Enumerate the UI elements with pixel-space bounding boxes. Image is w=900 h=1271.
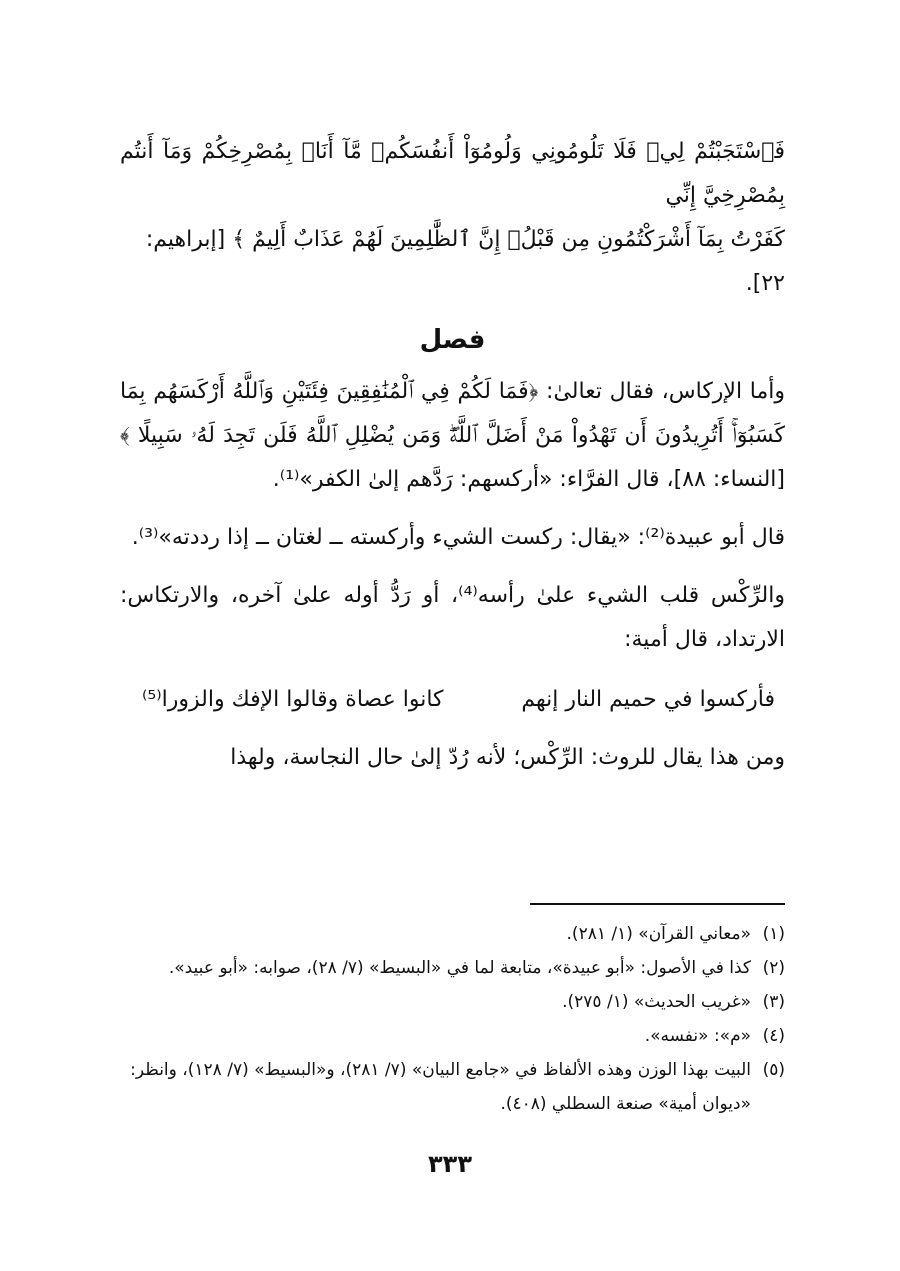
quran-verse-line: فَٱسْتَجَبْتُمْ لِيۖ فَلَا تَلُومُونِي وَلُومُوٓاْ أَنفُسَكُمۖ مَّآ أَنَا۠ بِمُصْرِخِكُمْ وَمَآ أَنتُم بِمُصْرِخِيَّ إِنِّي [120, 139, 785, 208]
footnote-number: (٢) [762, 958, 785, 978]
footnote-number: (٣) [762, 992, 785, 1012]
footnote-number: (١) [762, 924, 785, 944]
poem-first-hemistich: فأركسوا في حميم النار إنهم [521, 687, 775, 712]
quran-verse-line: كَفَرْتُ بِمَآ أَشْرَكْتُمُونِ مِن قَبْلُۗ إِنَّ ٱلظَّٰلِمِينَ لَهُمْ عَذَابٌ أَلِيمٌ ﴾ [إبراهيم: [145, 227, 785, 252]
footnote-text: البيت بهذا الوزن وهذه الألفاظ في «جامع البيان» (٧/ ٢٨١)، و«البسيط» (٧/ ١٢٨)، وانظر: «ديوان أمية» صنعة السطلي (٤٠٨). [130, 1060, 751, 1114]
page-number: ٣٣٣ [428, 1150, 472, 1178]
footnote-number: (٤) [762, 1026, 785, 1046]
footnote-text: كذا في الأصول: «أبو عبيدة»، متابعة لما في «البسيط» (٧/ ٢٨)، صوابه: «أبو عبيد». [168, 958, 751, 978]
footnote [120, 1019, 785, 1053]
footnote [120, 985, 785, 1019]
poem-verse [120, 678, 785, 722]
verse-reference-end: ٢٢]. [745, 271, 785, 296]
paragraph-rawth: ومن هذا يقال للروث: الرِّكْس؛ لأنه رُدّ إلىٰ حال النجاسة، ولهذا [230, 745, 785, 770]
footnote [120, 1053, 785, 1121]
footnote-text: «معاني القرآن» (١/ ٢٨١). [566, 924, 751, 944]
section-title: فصل [419, 325, 486, 355]
poem-second-hemistich: كانوا عصاة وقالوا الإفك والزورا⁽⁵⁾ [142, 687, 444, 712]
footnotes [120, 903, 785, 1121]
footnote-divider [530, 903, 785, 905]
footnote-text: «م»: «نفسه». [644, 1026, 751, 1046]
paragraph-riks-definition: والرِّكْس قلب الشيء علىٰ رأسه⁽⁴⁾، أو رَدُّ أوله علىٰ آخره، والارتكاس: الارتداد، قال أمية: [120, 583, 785, 652]
footnote [120, 951, 785, 985]
footnote-number: (٥) [762, 1060, 785, 1080]
footnote-text: «غريب الحديث» (١/ ٢٧٥). [562, 992, 751, 1012]
paragraph-abu-ubaida: قال أبو عبيدة⁽²⁾: «يقال: ركست الشيء وأركسته ــ لغتان ــ إذا رددته»⁽³⁾. [131, 525, 785, 550]
paragraph-irkas: وأما الإركاس، فقال تعالىٰ: ﴿فَمَا لَكُمْ فِي ٱلْمُنَٰفِقِينَ فِئَتَيْنِ وَٱللَّهُ أَرْكَسَهُم بِمَا كَسَبُوٓاْۚ أَتُرِيدُونَ أَن تَهْدُواْ مَنْ أَضَلَّ ٱللَّهُۖ وَمَن يُضْلِلِ ٱللَّهُ فَلَن تَجِدَ لَهُۥ سَبِيلًا ﴾ [النساء: ٨٨]، قال الفرَّاء: «أركسهم: رَدَّهم إلىٰ الكفر»⁽¹⁾. [120, 379, 785, 492]
footnote [120, 917, 785, 951]
page-body [120, 130, 785, 780]
